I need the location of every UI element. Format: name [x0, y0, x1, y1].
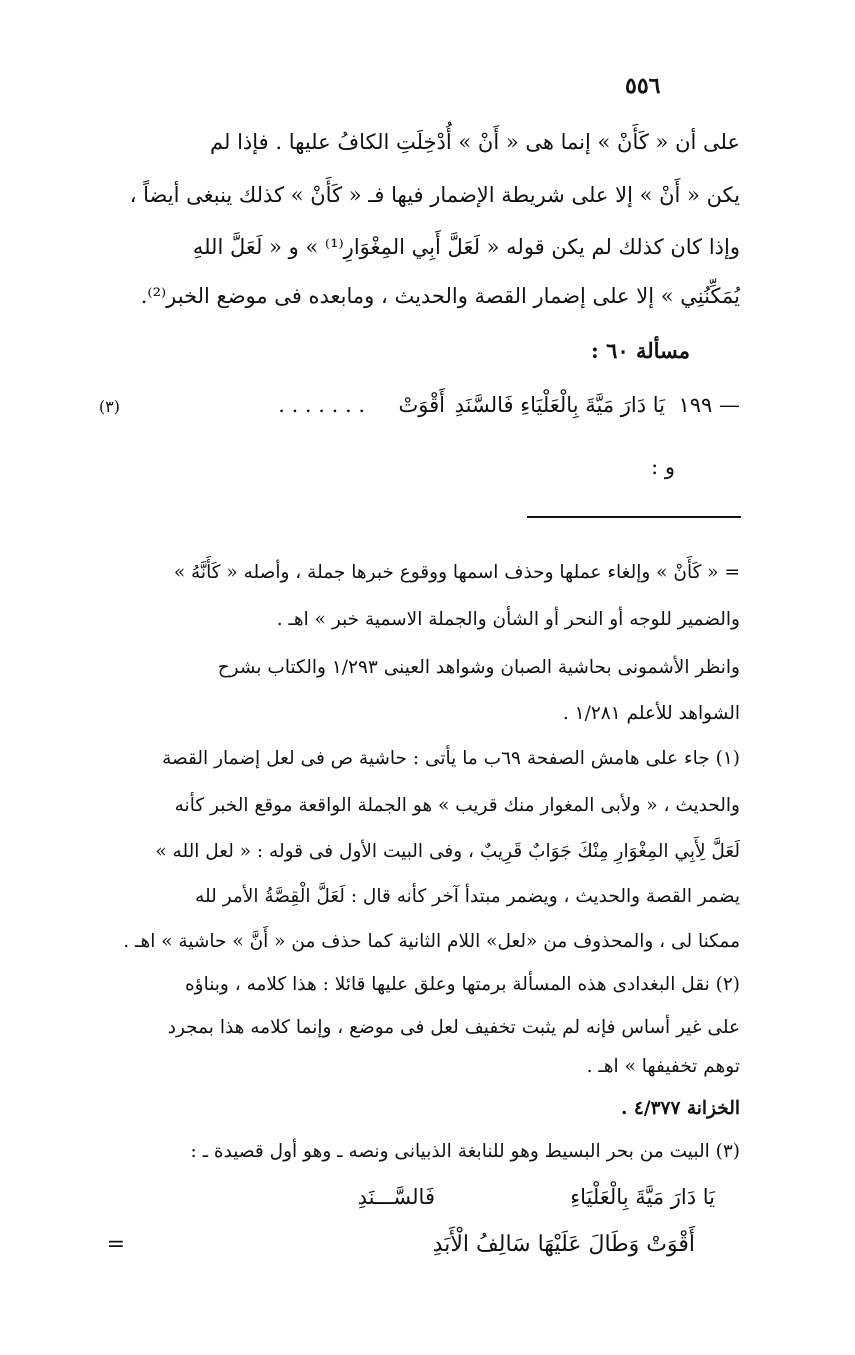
page-number: ٥٥٦	[625, 73, 661, 99]
footnote-1-line-4: يضمر القصة والحديث ، ويضمر مبتدأ آخر كأنه قال : لَعَلَّ الْقِصَّةُ الأمر لله	[195, 886, 740, 907]
khizana-reference: الخزانة ٤/٣٧٧ .	[621, 1098, 740, 1119]
verse-footnote-ref: (٣)	[98, 397, 120, 416]
footnote-3-verse-part-a: يَا دَارَ مَيَّةَ بِالْعَلْيَاءِ	[570, 1185, 715, 1209]
footnote-2-line-3: توهم تخفيفها » اهـ .	[586, 1056, 740, 1077]
footnote-2-line-2: على غير أساس فإنه لم يثبت تخفيف لعل فى موضع ، وإنما كلامه هذا بمجرد	[167, 1017, 740, 1038]
verse-hemistich: يَا دَارَ مَيَّةَ بِالْعَلْيَاءِ فَالسَّنَدِ	[454, 393, 665, 417]
footnote-3-verse-part-b: فَالسَّـــنَدِ	[357, 1185, 435, 1209]
verse-dots: . . . . . . .	[278, 393, 365, 417]
verse-ending: أَقْوَتْ	[398, 393, 445, 417]
body-line-4: يُمَكِّنُنِي » إلا على إضمار القصة والحديث ، ومابعده فى موضع الخبر⁽²⁾.	[140, 284, 740, 308]
footnote-1-line-3: لَعَلَّ لِأَبِي المِغْوَارِ مِنْكَ جَوَابٌ قَرِيبٌ ، وفى البيت الأول فى قوله : « لعل الله »	[155, 841, 740, 862]
verse-199	[80, 393, 740, 429]
footnote-continuation-2: والضمير للوجه أو النحر أو الشأن والجملة الاسمية خبر » اهـ .	[276, 609, 740, 630]
body-line-3: وإذا كان كذلك لم يكن قوله « لَعَلَّ أَبِي المِغْوَارِ⁽¹⁾ » و « لَعَلَّ اللهِ	[192, 235, 740, 259]
footnote-continuation-1: = « كَأَنْ » وإلغاء عملها وحذف اسمها ووقوع خبرها جملة ، وأصله « كَأَنَّهُ »	[173, 562, 740, 583]
footnote-1-line-1: (١) جاء على هامش الصفحة ٦٩ب ما يأتى : حاشية ص فى لعل إضمار القصة	[162, 748, 740, 769]
masala-heading: مسألة ٦٠ :	[591, 338, 690, 363]
body-line-1: على أن « كَأَنْ » إنما هى « أَنْ » أُدْخِلَتِ الكافُ عليها . فإذا لم	[210, 130, 740, 154]
see-also-line-2: الشواهد للأعلم ١/٢٨١ .	[562, 703, 740, 724]
footnote-1-line-5: ممكنا لى ، والمحذوف من «لعل» اللام الثانية كما حذف من « أَنَّ » حاشية » اهـ .	[123, 931, 740, 952]
verse-number: ١٩٩ —	[678, 393, 740, 417]
body-line-2: يكن « أَنْ » إلا على شريطة الإضمار فيها فـ « كَأَنْ » كذلك ينبغى أيضاً ،	[129, 183, 740, 207]
waw-line: و :	[651, 455, 675, 479]
footnote-3-line: (٣) البيت من بحر البسيط وهو للنابغة الذبيانى ونصه ـ وهو أول قصيدة ـ :	[190, 1141, 740, 1162]
see-also-line-1: وانظر الأشمونى بحاشية الصبان وشواهد العينى ١/٢٩٣ والكتاب بشرح	[217, 657, 740, 678]
footnote-3-verse-second-half: أَقْوَتْ وَطَالَ عَلَيْهَا سَالِفُ الْأَبَدِ	[432, 1232, 695, 1257]
footnote-3-continuation-mark: =	[106, 1232, 125, 1257]
footnote-separator	[527, 516, 741, 518]
footnote-2-line-1: (٢) نقل البغدادى هذه المسألة برمتها وعلق عليها قائلا : هذا كلامه ، وبناؤه	[184, 974, 740, 995]
footnote-1-line-2: والحديث ، « ولأبى المغوار منك قريب » هو الجملة الواقعة موقع الخبر كأنه	[174, 795, 740, 816]
